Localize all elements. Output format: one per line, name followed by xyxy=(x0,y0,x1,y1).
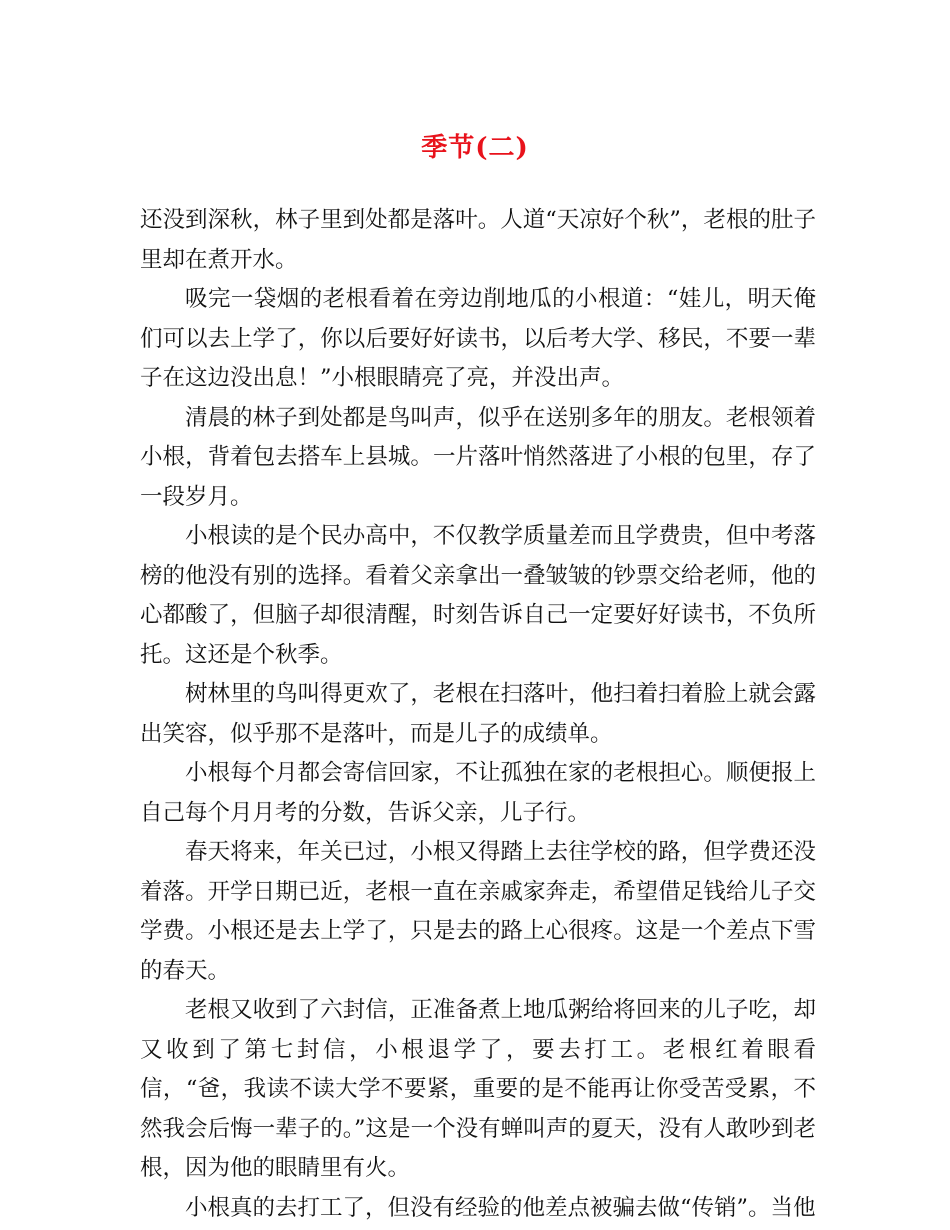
page-title: 季节(二) xyxy=(421,133,529,163)
paragraph-6: 小根每个月都会寄信回家，不让孤独在家的老根担心。顺便报上自己每个月月考的分数，告诉父亲，儿子行。 xyxy=(140,760,816,826)
paragraph-5: 树林里的鸟叫得更欢了，老根在扫落叶，他扫着扫着脸上就会露出笑容，似乎那不是落叶，而是儿子的成绩单。 xyxy=(140,681,816,747)
article-body xyxy=(140,201,816,1228)
paragraph-8: 老根又收到了六封信，正准备煮上地瓜粥给将回来的儿子吃，却又收到了第七封信，小根退学了，要去打工。老根红着眼看信，“爸，我读不读大学不要紧，重要的是不能再让你受苦受累，不然我会后悔一辈子的。”这是一个没有蝉叫声的夏天，没有人敢吵到老根，因为他的眼睛里有火。 xyxy=(140,997,816,1181)
paragraph-2: 吸完一袋烟的老根看着在旁边削地瓜的小根道：“娃儿，明天俺们可以去上学了，你以后要好好读书，以后考大学、移民，不要一辈子在这边没出息！”小根眼睛亮了亮，并没出声。 xyxy=(140,286,816,391)
paragraph-9: 小根真的去打工了，但没有经验的他差点被骗去做“传销”。当他 xyxy=(185,1194,816,1221)
paragraph-3: 清晨的林子到处都是鸟叫声，似乎在送别多年的朋友。老根领着小根，背着包去搭车上县城。一片落叶悄然落进了小根的包里，存了一段岁月。 xyxy=(140,404,816,510)
paragraph-4: 小根读的是个民办高中，不仅教学质量差而且学费贵，但中考落榜的他没有别的选择。看着父亲拿出一叠皱皱的钞票交给老师，他的心都酸了，但脑子却很清醒，时刻告诉自己一定要好好读书，不负所托。这还是个秋季。 xyxy=(140,523,816,668)
paragraph-7: 春天将来，年关已过，小根又得踏上去往学校的路，但学费还没着落。开学日期已近，老根一直在亲戚家奔走，希望借足钱给儿子交学费。小根还是去上学了，只是去的路上心很疼。这是一个差点下雪的春天。 xyxy=(140,839,816,984)
paragraph-1: 还没到深秋，林子里到处都是落叶。人道“天凉好个秋”，老根的肚子里却在煮开水。 xyxy=(140,207,816,273)
